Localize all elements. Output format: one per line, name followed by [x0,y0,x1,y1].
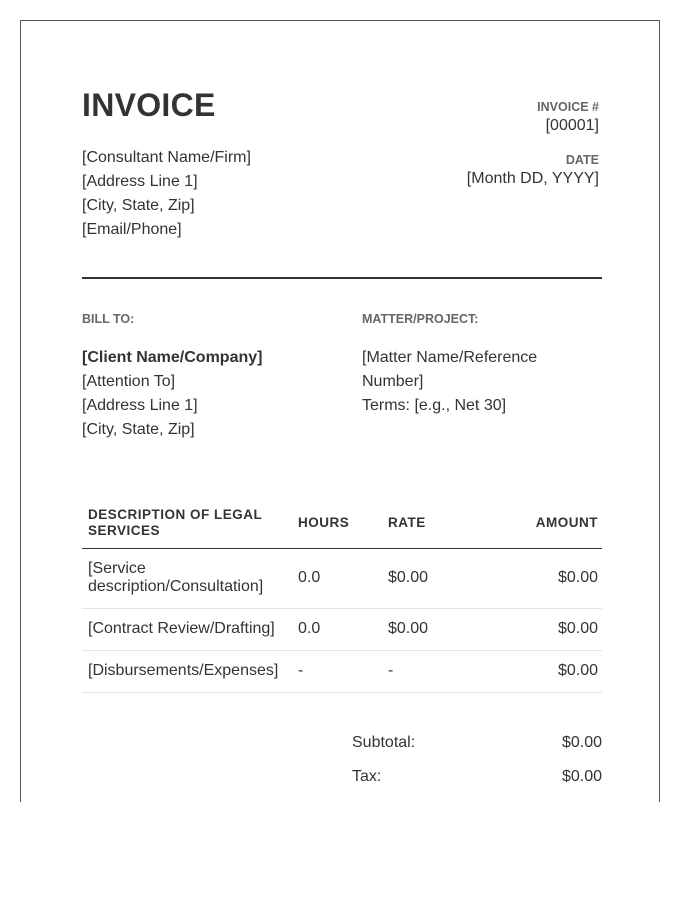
tax-row [352,767,602,787]
matter-label: MATTER/PROJECT: [362,312,479,326]
consultant-city: [City, State, Zip] [82,197,195,214]
client-attention: [Attention To] [82,373,176,390]
subtotal-value: $0.00 [561,734,602,751]
bill-to-label: BILL TO: [82,312,135,326]
header-hours: HOURS [292,499,382,549]
client-city: [City, State, Zip] [82,421,195,438]
table-header-row [82,499,602,549]
row-hours: 0.0 [292,549,382,609]
matter-section [362,311,582,418]
subtotal-label: Subtotal: [352,734,416,751]
invoice-meta [467,99,599,190]
row-rate: $0.00 [382,609,504,651]
row-hours: 0.0 [292,609,382,651]
row-hours: - [292,651,382,693]
bill-to-section [82,311,342,442]
tax-value: $0.00 [561,768,602,785]
invoice-date-label: DATE [565,153,599,167]
header-amount: AMOUNT [504,499,602,549]
row-amount: $0.00 [504,609,602,651]
services-table [82,499,602,693]
subtotal-row [352,733,602,753]
matter-name: [Matter Name/Reference Number] [362,349,538,390]
invoice-title: INVOICE [82,87,216,123]
payment-terms: Terms: [e.g., Net 30] [362,397,507,414]
client-name: [Client Name/Company] [82,349,263,366]
client-address: [Address Line 1] [82,397,198,414]
table-row [82,549,602,609]
header-description: DESCRIPTION OF LEGAL SERVICES [82,499,292,549]
consultant-address: [Address Line 1] [82,173,198,190]
invoice-number-value: [00001] [545,117,599,134]
row-description: [Service description/Consultation] [82,549,292,609]
row-amount: $0.00 [504,549,602,609]
row-rate: - [382,651,504,693]
invoice-date-block [467,152,599,190]
header-divider [82,277,602,279]
consultant-name: [Consultant Name/Firm] [82,149,251,166]
row-description: [Disbursements/Expenses] [82,651,292,693]
tax-label: Tax: [352,768,382,785]
invoice-number-label: INVOICE # [537,100,599,114]
header-rate: RATE [382,499,504,549]
table-row [82,651,602,693]
invoice-date-value: [Month DD, YYYY] [466,170,599,187]
consultant-contact: [Email/Phone] [82,221,182,238]
totals-section [352,733,602,801]
invoice-number-block [467,99,599,137]
row-description: [Contract Review/Drafting] [82,609,292,651]
row-rate: $0.00 [382,549,504,609]
row-amount: $0.00 [504,651,602,693]
invoice-page [20,20,660,802]
consultant-info [82,146,251,242]
table-row [82,609,602,651]
